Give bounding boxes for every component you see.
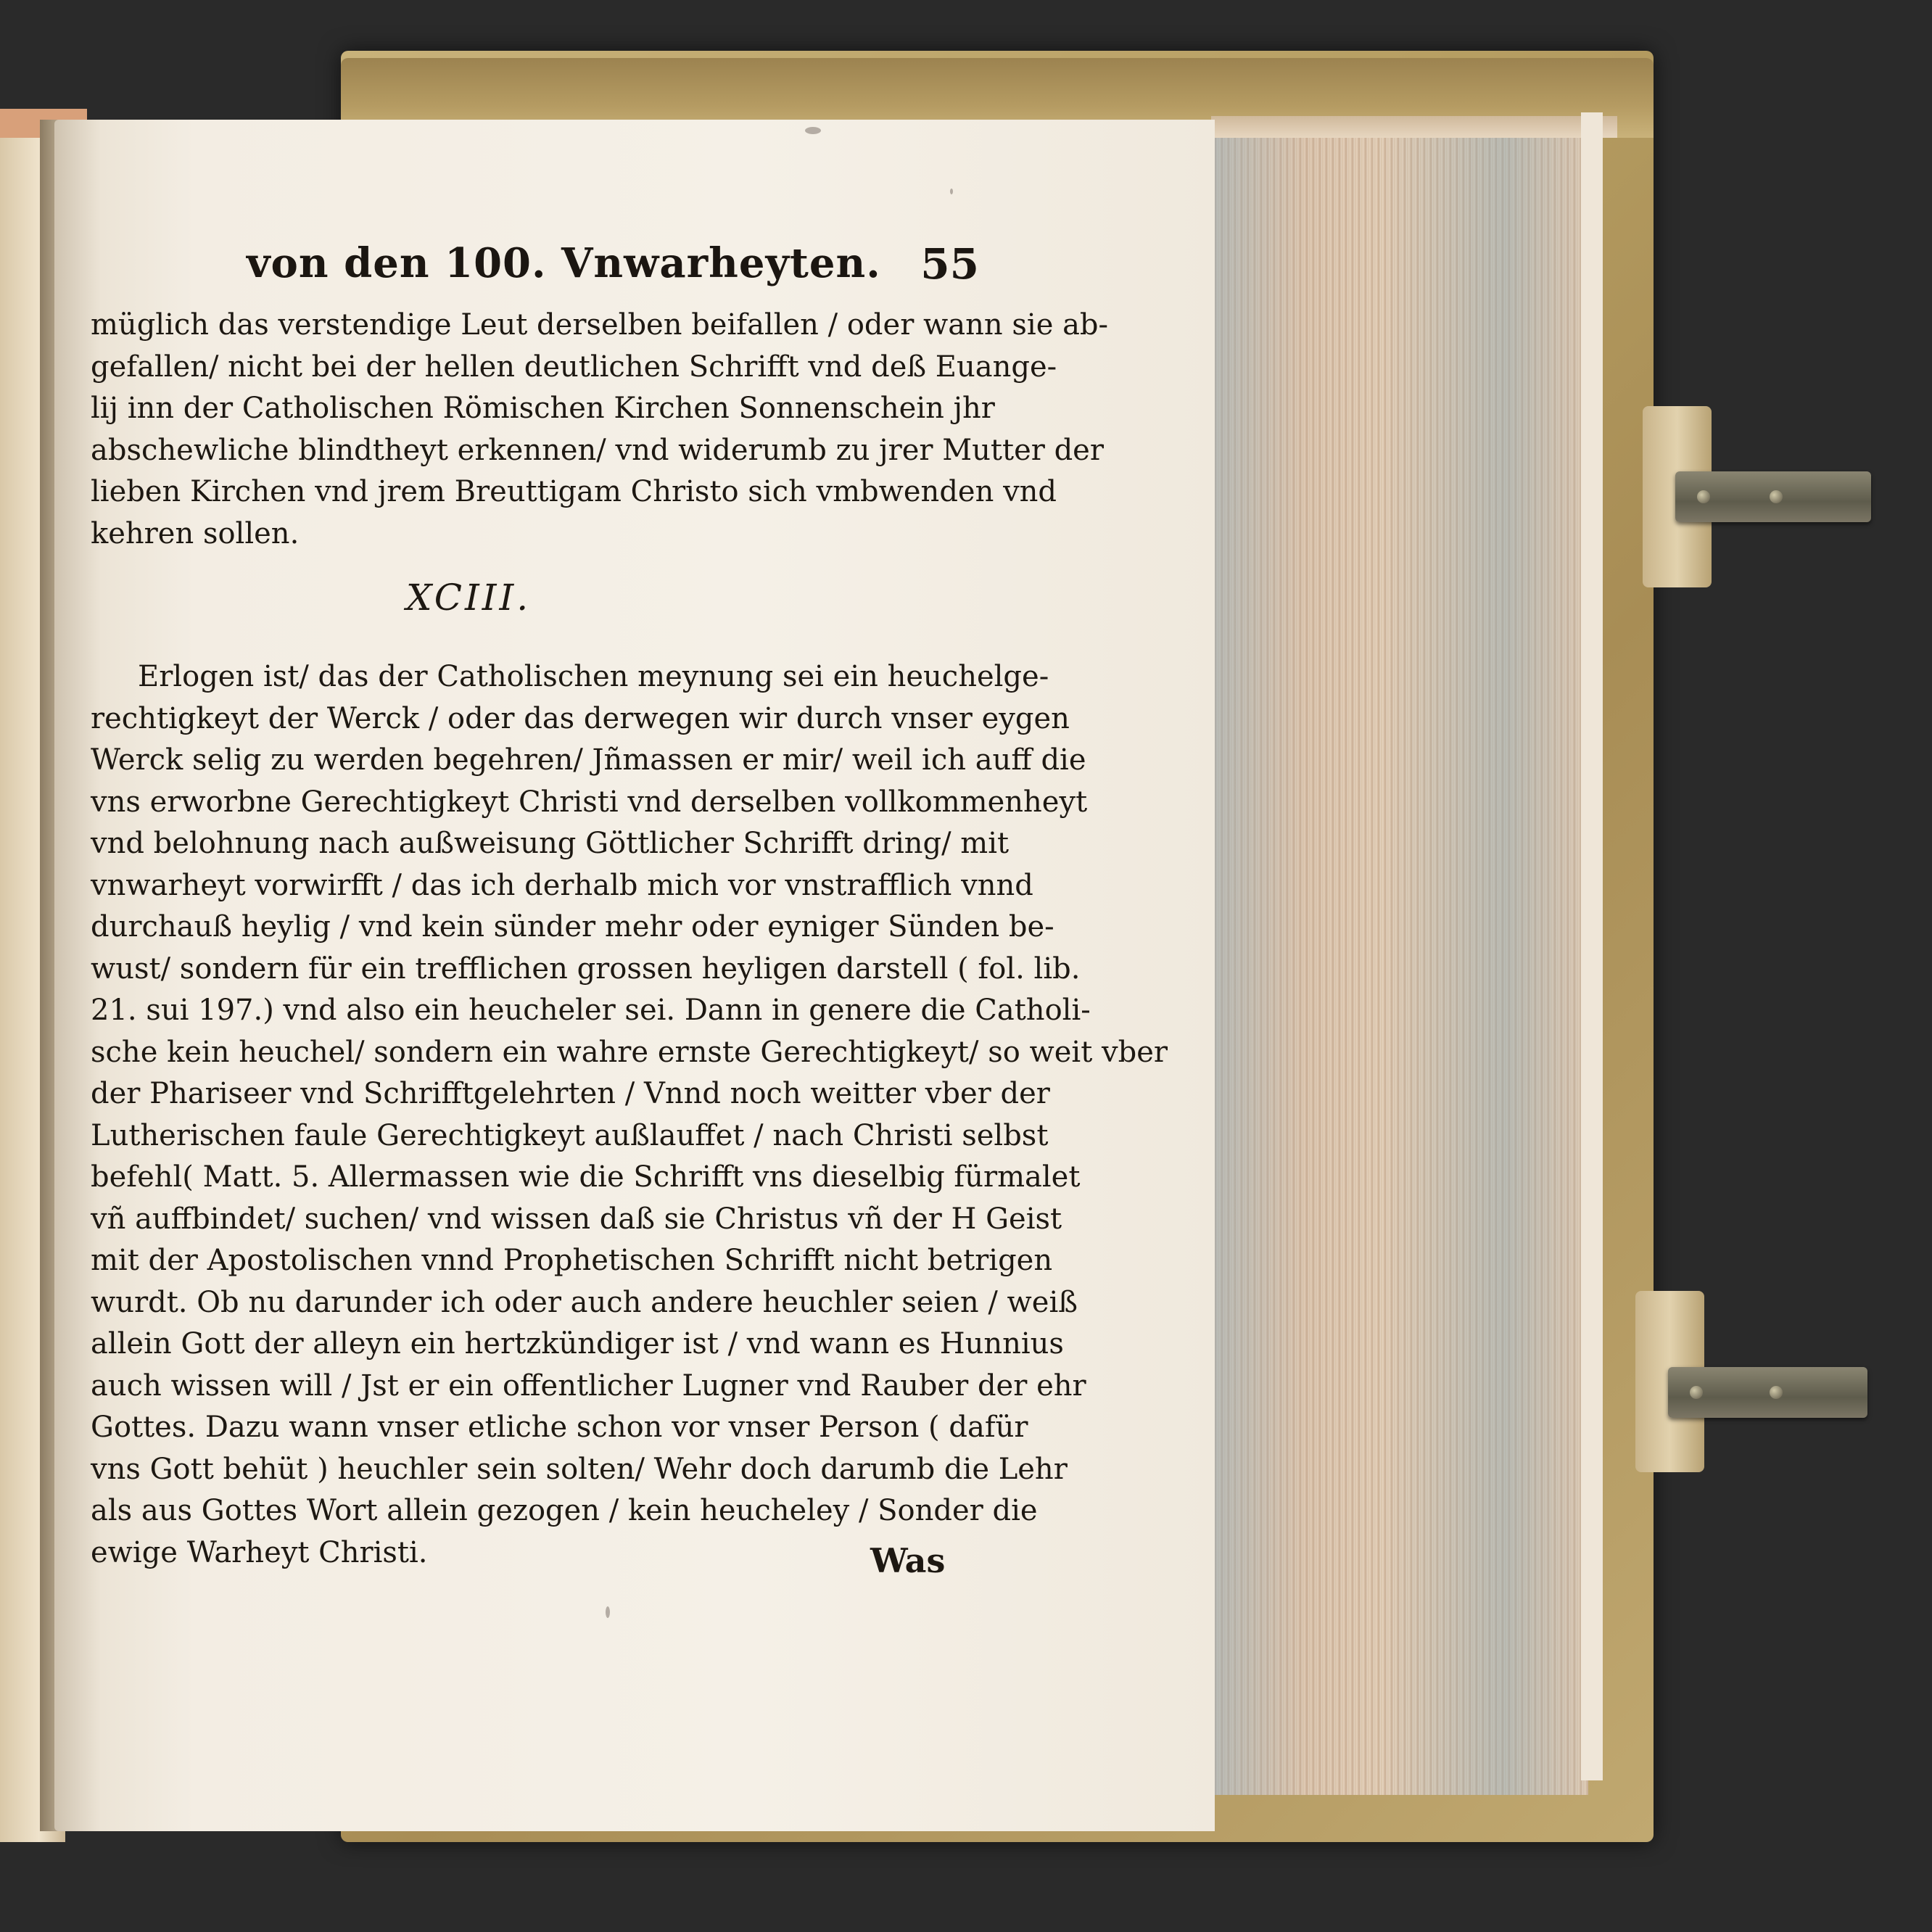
text-line: 21. sui 197.) vnd also ein heucheler sei. Dann in genere die Catholi- (91, 994, 1091, 1027)
catchword: Was (870, 1541, 946, 1580)
text-line: allein Gott der alleyn ein hertzkündiger ist / vnd wann es Hunnius (91, 1327, 1064, 1361)
text-line: rechtigkeyt der Werck / oder das derwegen wir durch vnser eygen (91, 701, 1070, 735)
text-line: durchauß heylig / vnd kein sünder mehr oder eyniger Sünden be- (91, 910, 1054, 944)
text-line: der Phariseer vnd Schrifftgelehrten / Vnnd noch weitter vber der (91, 1077, 1050, 1110)
text-line: Werck selig zu werden begehren/ Jñmassen er mir/ weil ich auff die (91, 743, 1086, 777)
rivet-icon (1770, 1386, 1783, 1399)
text-line: Gottes. Dazu wann vnser etliche schon vor vnser Person ( dafür (91, 1411, 1028, 1444)
text-line: vnwarheyt vorwirfft / das ich derhalb mich vor vnstrafflich vnnd (91, 868, 1033, 902)
text-line: Erlogen ist/ das der Catholischen meynung sei ein heuchelge- (138, 660, 1049, 693)
upper-clasp-icon (1675, 471, 1871, 522)
text-line: als aus Gottes Wort allein gezogen / kein heucheley / Sonder die (91, 1494, 1038, 1527)
endpaper (1581, 112, 1603, 1780)
text-line: auch wissen will / Jst er ein offentlicher Lugner vnd Rauber der ehr (91, 1368, 1086, 1403)
text-line: vnd belohnung nach außweisung Göttlicher Schrifft dring/ mit (91, 827, 1010, 860)
rivet-icon (1770, 490, 1783, 503)
text-line: vns Gott behüt ) heuchler sein solten/ Wehr doch darumb die Lehr (91, 1452, 1068, 1486)
text-line: sche kein heuchel/ sondern ein wahre ernste Gerechtigkeyt/ so weit vber (91, 1035, 1168, 1069)
paragraph-2 (91, 656, 1168, 1574)
lower-clasp-icon (1668, 1367, 1867, 1418)
page-stack-top (1211, 116, 1617, 138)
section-number: XCIII. (406, 577, 532, 619)
foxing-speck (805, 127, 821, 134)
text-line: befehl( Matt. 5. Allermassen wie die Schrifft vns dieselbig fürmalet (91, 1160, 1081, 1194)
paragraph-1 (91, 305, 1109, 555)
text-line: lij inn der Catholischen Römischen Kirchen Sonnenschein jhr (91, 392, 995, 425)
text-line: gefallen/ nicht bei der hellen deutlichen Schrifft vnd deß Euange- (91, 350, 1057, 384)
text-line: abschewliche blindtheyt erkennen/ vnd widerumb zu jrer Mutter der (91, 433, 1104, 467)
text-line: ewige Warheyt Christi. (91, 1535, 428, 1569)
text-line: Lutherischen faule Gerechtigkeyt außlauffet / nach Christi selbst (91, 1118, 1049, 1152)
text-line: vns erworbne Gerechtigkeyt Christi vnd derselben vollkommenheyt (91, 785, 1088, 819)
text-line: müglich das verstendige Leut derselben beifallen / oder wann sie ab- (91, 308, 1109, 342)
text-line: mit der Apostolischen vnnd Prophetischen Schrifft nicht betrigen (91, 1244, 1053, 1277)
foxing-speck (950, 189, 953, 194)
text-line: wurdt. Ob nu darunder ich oder auch andere heuchler seien / weiß (91, 1285, 1078, 1319)
page-number: 55 (920, 239, 979, 289)
rivet-icon (1690, 1386, 1703, 1399)
page-stack-tint (1211, 120, 1588, 1795)
running-head-title: von den 100. Vnwarheyten. (247, 239, 881, 287)
text-line: vñ auffbindet/ suchen/ vnd wissen daß sie Christus vñ der H Geist (91, 1202, 1062, 1236)
text-line: lieben Kirchen vnd jrem Breuttigam Christo sich vmbwenden vnd (91, 475, 1057, 508)
foxing-speck (606, 1606, 610, 1618)
running-head (247, 239, 979, 297)
text-line: wust/ sondern für ein trefflichen grossen heyligen darstell ( fol. lib. (91, 951, 1081, 986)
text-line: kehren sollen. (91, 516, 300, 550)
rivet-icon (1697, 490, 1710, 503)
